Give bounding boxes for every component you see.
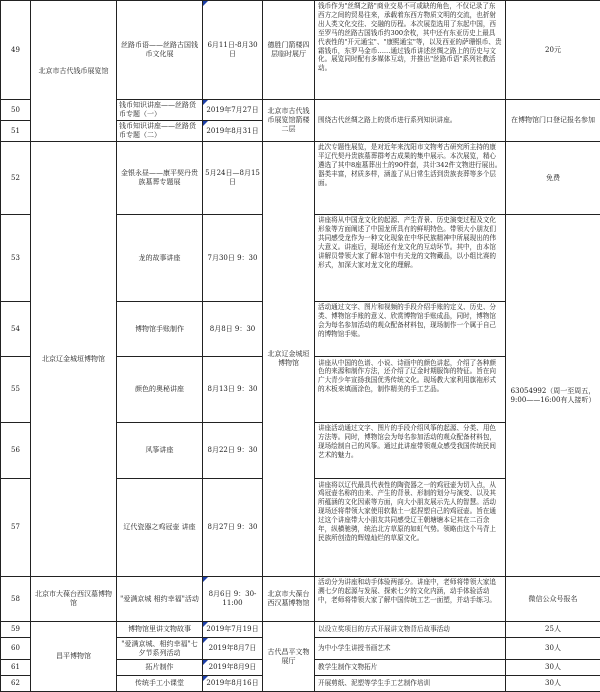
event-description: 以设立奖项目的方式开展讲文物背后故事活动 <box>315 622 506 638</box>
event-name: 风筝讲座 <box>117 423 203 479</box>
table-row <box>1 1 600 100</box>
row-number: 55 <box>1 357 31 423</box>
table-row <box>1 622 600 638</box>
table-row <box>1 142 600 215</box>
event-name: "爱满京城 相约幸福"活动 <box>117 577 203 622</box>
event-time: 8月27日 9：30 <box>203 479 263 577</box>
event-place: 古代昌平文物展厅 <box>263 622 315 692</box>
event-description: 为中小学生讲授书画艺术 <box>315 638 506 660</box>
event-description: 开展剪纸、泥塑等学生手工艺制作培训 <box>315 676 506 692</box>
event-description: 讲座将以辽代最具代表性的陶瓷器之一的鸡冠壶为切入点，从鸡冠壶名称的由来、产生的背景、形制的划分与演变、以及其所蕴涵的文化因素等方面，向大小朋友展示先人的智慧。活动现场还将带领大家使用软黏土一起捏塑自己的鸡冠壶。旨在通过这个讲座带大小朋友共同感受辽王朝塘塘本记其在二百余年，纵横驰骋，统治北方草原的如虹气势。领略由这个马背上民族所创造的辉煌灿烂的草原文化。 <box>315 479 506 577</box>
event-name: 龙的故事讲座 <box>117 215 203 302</box>
row-number: 53 <box>1 215 31 302</box>
fee-cell: 30人 <box>506 638 600 660</box>
event-place: 北京辽金城垣博物馆 <box>263 142 315 577</box>
row-number: 50 <box>1 100 31 121</box>
event-description: 讲座将从中国龙文化的起源、产生背景、历史演变过程及文化形象等方面阐述了中国龙所具有的鲜明特色。带领大小朋友们共同感受龙作为一种文化现象在中华民族精神中所展现出的伟大意义。讲座后，现场还有龙文化的互动环节。其中，由本馆讲解员带领大家了解本馆中有关龙的文物藏品，以小组比赛的形式，加深大家对龙文化的理解。 <box>315 215 506 302</box>
event-name: 丝路币语——丝路古国钱币文化展 <box>117 1 203 100</box>
venue-cell: 昌平博物馆 <box>31 622 117 692</box>
event-description: 活动分为讲座和动手体验两部分。讲座中，老师将带领大家追溯七夕的起源与发展、探索七夕的文化内涵，动手体验活动中，老师将带领大家了解中国传统工艺一面塑，并动手练习。 <box>315 577 506 622</box>
event-time: 2019年7月19日 <box>203 622 263 638</box>
fee-cell: 30人 <box>506 676 600 692</box>
event-name: 博物馆手账制作 <box>117 302 203 357</box>
fee-cell: 免费 <box>506 142 600 215</box>
event-name: 辽代瓷器之鸡冠壶 讲座 <box>117 479 203 577</box>
event-name: 钱币知识讲座——丝路货币专题（一） <box>117 100 203 121</box>
venue-cell: 北京市大葆台西汉墓博物馆 <box>31 577 117 622</box>
fee-cell: 25人 <box>506 622 600 638</box>
event-name: 钱币知识讲座——丝路货币专题（二） <box>117 121 203 142</box>
event-description: 教学生制作文物拓片 <box>315 660 506 676</box>
fee-cell: 63054992（周一至周五，9:00——16:00有人接听） <box>506 215 600 577</box>
fee-cell: 微信公众号报名 <box>506 577 600 622</box>
venue-cell: 北京市古代钱币展览馆 <box>31 1 117 142</box>
event-description: 活动通过文字、图片和视频的手段介绍手账的定义、历史、分类、博物馆手账的意义、欣赏博物馆手账成品，同时，博物馆会为每名参加活动的观众配备材料包，现场制作一个属于自己的博物馆手账。 <box>315 302 506 357</box>
event-place: 德胜门箭楼四层临时展厅 <box>263 1 315 100</box>
event-name: 拓片制作 <box>117 660 203 676</box>
event-time: 2019年8月16日 <box>203 676 263 692</box>
event-name: 颜色的奥秘讲座 <box>117 357 203 423</box>
venue-cell: 北京辽金城垣博物馆 <box>31 142 117 577</box>
event-description: 围绕古代丝绸之路上的货币进行系列知识讲座。 <box>315 100 506 142</box>
event-time: 6月11日-8月30日 <box>203 1 263 100</box>
event-place: 北京市古代钱币展览馆箭楼二层 <box>263 100 315 142</box>
fee-cell: 20元 <box>506 1 600 100</box>
event-time: 8月6日 9：30-11:00 <box>203 577 263 622</box>
row-number: 57 <box>1 479 31 577</box>
event-time: 5月24日—8月15日 <box>203 142 263 215</box>
event-time: 8月13日 9：30 <box>203 357 263 423</box>
row-number: 61 <box>1 660 31 676</box>
event-time: 2019年7月27日 <box>203 100 263 121</box>
row-number: 52 <box>1 142 31 215</box>
fee-cell: 30人 <box>506 660 600 676</box>
row-number: 60 <box>1 638 31 660</box>
event-description: 讲座活动通过文字、图片的手段介绍风筝的起源、分类、用色方法等。同时，博物馆会为每名参加活动的观众配备材料包，现场绘制自己的风筝。通过此讲座带领观众感受我国传统民间艺术的魅力。 <box>315 423 506 479</box>
row-number: 56 <box>1 423 31 479</box>
row-number: 54 <box>1 302 31 357</box>
event-time: 2019年8月7日 <box>203 638 263 660</box>
fee-cell: 在博物馆门口登记报名参加 <box>506 100 600 142</box>
event-description: 此次专题性展览，是对近年来沈阳市文物考古研究所主持的康平辽代契丹贵族墓葬群考古成果的集中展示。本次展览，精心遴选了其中8座墓葬出土的90件套，共计342件文物进行展出。器类丰富，材质多样，涵盖了从日常生活到贵族丧葬等多个层面。 <box>315 142 506 215</box>
event-time: 7月30日 9：30 <box>203 215 263 302</box>
row-number: 62 <box>1 676 31 692</box>
event-place: 北京市大葆台西汉墓博物馆 <box>263 577 315 622</box>
event-description: 钱币作为"丝绸之路"商业交易不可或缺的角色，不仅记录了东西方之间的贸易往来，承载着东西方物质文明的交流，也折射出人类文化交往、交融的历程。本次展览选用了东起中国，西至罗马的丝路古国钱币约300余枚，其中还有东亚历史上最具代表性的"开元通宝"、"康熙通宝"等，以及西亚的萨珊银币、贵霜钱币，东罗马金币……通过钱币讲述丝绸之路上的历史与文化。展览同时配有多媒体互动，并推出"丝路币语"系列社教活动。 <box>315 1 506 100</box>
event-name: "爱满京城、相约幸福"七夕节系列活动 <box>117 638 203 660</box>
event-time: 2019年8月9日 <box>203 660 263 676</box>
event-time: 8月8日 9：30 <box>203 302 263 357</box>
table-row <box>1 577 600 622</box>
row-number: 58 <box>1 577 31 622</box>
event-name: 金银永昼——康平契丹贵族墓葬专题展 <box>117 142 203 215</box>
row-number: 49 <box>1 1 31 100</box>
event-name: 博物馆里讲文物故事 <box>117 622 203 638</box>
event-description: 讲座从中国的色谱、小说、诗画中的颜色讲起，介绍了各种颜色的来源和制作方法，还介绍了辽金时期服饰的特征。旨在向广大青少年宣扬我国优秀传统文化。现场教大家利用旗袍形式的木板来填画涂色，制作精美的手工艺品。 <box>315 357 506 423</box>
event-time: 2019年8月31日 <box>203 121 263 142</box>
event-time: 8月22日 9：30 <box>203 423 263 479</box>
row-number: 59 <box>1 622 31 638</box>
event-name: 传统手工小课堂 <box>117 676 203 692</box>
row-number: 51 <box>1 121 31 142</box>
